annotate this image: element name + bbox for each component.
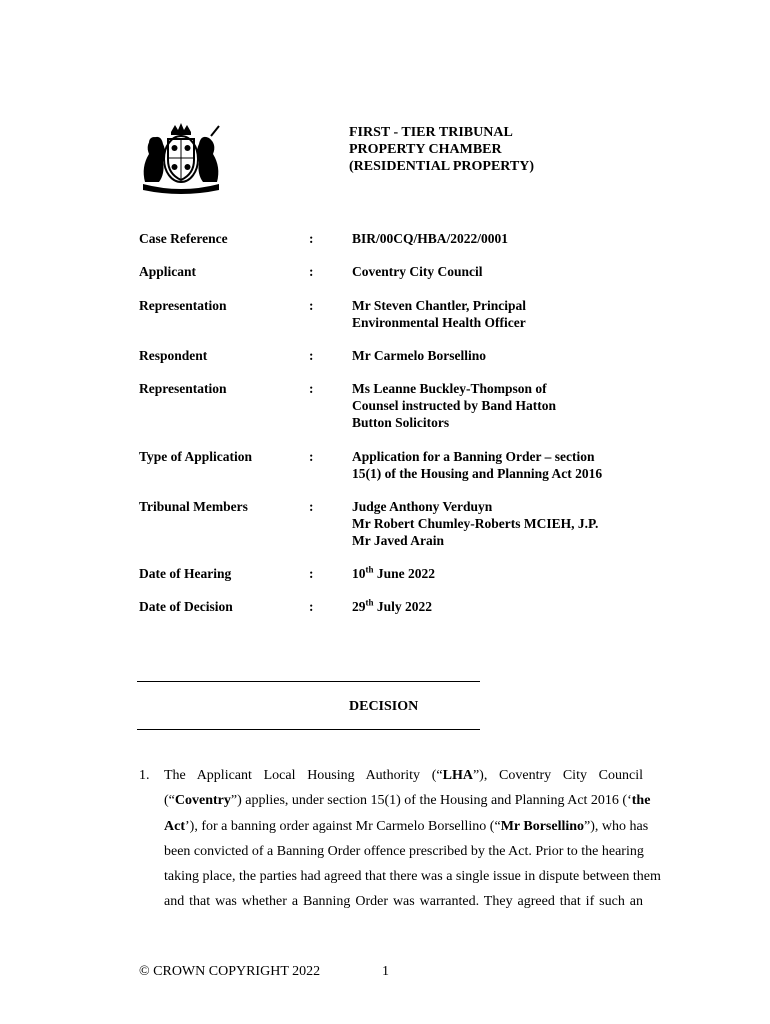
- type-of-application-label: Type of Application: [139, 449, 253, 464]
- applicant-label: Applicant: [139, 264, 197, 279]
- date-of-hearing-label: Date of Hearing: [139, 566, 232, 581]
- respondent-label: Respondent: [139, 348, 208, 363]
- tribunal-members-value: Judge Anthony Verduyn Mr Robert Chumley-Roberts MCIEH, J.P. Mr Javed Arain: [352, 499, 599, 548]
- paragraph-line: taking place, the parties had agreed that there was a single issue in dispute between them: [164, 869, 661, 885]
- separator: :: [309, 381, 314, 396]
- respondent-representation-value: Ms Leanne Buckley-Thompson of Counsel instructed by Band Hatton Button Solicitors: [352, 381, 557, 430]
- date-of-hearing-value: 10th June 2022: [352, 564, 436, 581]
- date-of-decision-label: Date of Decision: [139, 599, 233, 614]
- divider-bottom: [137, 729, 480, 730]
- crown-copyright: © CROWN COPYRIGHT 2022: [139, 964, 321, 979]
- applicant-representation-value: Mr Steven Chantler, Principal Environmental Health Officer: [352, 298, 526, 330]
- paragraph-line: Act’), for a banning order against Mr Carmelo Borsellino (“Mr Borsellino”), who has: [164, 818, 649, 834]
- tribunal-header: [349, 124, 534, 175]
- representation-label: Representation: [139, 381, 227, 396]
- paragraph-line: The Applicant Local Housing Authority (“LHA”), Coventry City Council: [164, 768, 644, 783]
- paragraph-line: been convicted of a Banning Order offence prescribed by the Act. Prior to the hearing: [164, 843, 644, 859]
- chamber-subtitle: (RESIDENTIAL PROPERTY): [349, 159, 535, 174]
- separator: :: [309, 566, 314, 581]
- paragraph-number: 1.: [139, 768, 150, 783]
- paragraph-line: and that was whether a Banning Order was warranted. They agreed that if such an: [164, 894, 643, 910]
- separator: :: [309, 231, 314, 246]
- date-of-decision-value: 29th July 2022: [352, 597, 433, 614]
- case-reference-value: BIR/00CQ/HBA/2022/0001: [352, 231, 509, 246]
- decision-title: DECISION: [349, 699, 419, 714]
- case-reference-label: Case Reference: [139, 231, 228, 246]
- tribunal-members-label: Tribunal Members: [139, 499, 248, 514]
- separator: :: [309, 499, 314, 514]
- paragraph-text: [164, 763, 661, 915]
- page-number: 1: [382, 964, 389, 979]
- separator: :: [309, 298, 314, 313]
- paragraph-line: (“Coventry”) applies, under section 15(1) of the Housing and Planning Act 2016 (‘the: [164, 793, 651, 809]
- separator: :: [309, 348, 314, 363]
- royal-coat-of-arms-crest: [137, 122, 225, 196]
- type-of-application-value: Application for a Banning Order – section 15(1) of the Housing and Planning Act 2016: [352, 449, 603, 481]
- tribunal-name: FIRST - TIER TRIBUNAL: [349, 125, 513, 140]
- separator: :: [309, 599, 314, 614]
- respondent-value: Mr Carmelo Borsellino: [352, 348, 486, 363]
- separator: :: [309, 264, 314, 279]
- representation-label: Representation: [139, 298, 227, 313]
- separator: :: [309, 449, 314, 464]
- applicant-value: Coventry City Council: [352, 264, 483, 279]
- divider-top: [137, 681, 480, 682]
- chamber-name: PROPERTY CHAMBER: [349, 142, 502, 157]
